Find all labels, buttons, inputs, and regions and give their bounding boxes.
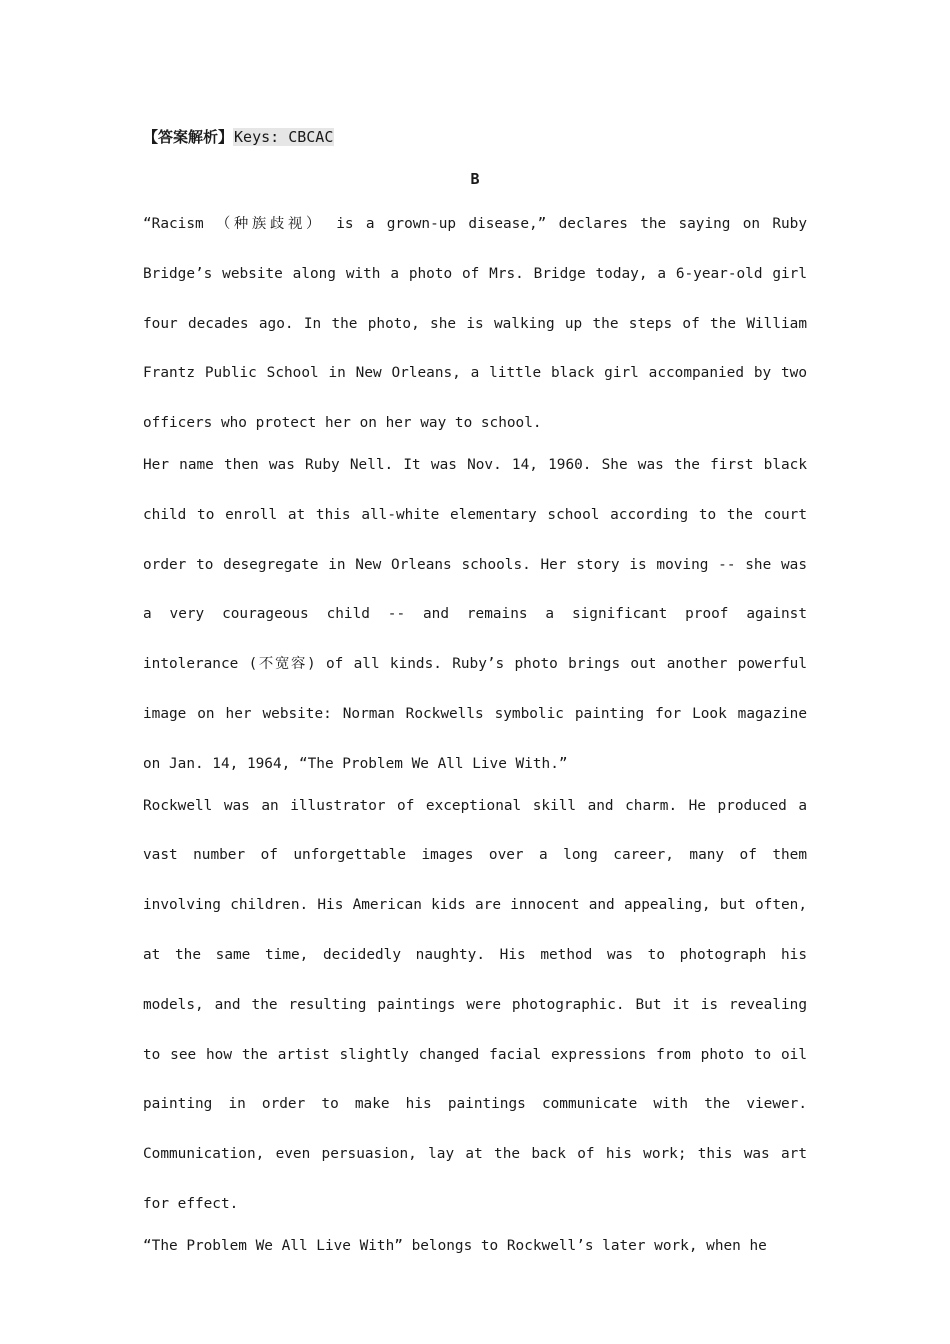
paragraph-1: “Racism （种族歧视） is a grown-up disease,” declares the saying on Ruby Bridge’s website along with a photo of Mrs. Bridge today, a 6-year-old girl four decades ago. In the photo, she is walking up the steps of the William Frantz Public School in New Orleans, a little black girl accompanied by two officers who protect her on her way to school. [143,216,807,432]
paragraph-2: Her name then was Ruby Nell. It was Nov. 14, 1960. She was the first black child to enroll at this all-white elementary school according to the court order to desegregate in New Orleans schools. Her story is moving -- she was a very courageous child -- and remains a significant proof against intolerance (不宽容) of all kinds. Ruby’s photo brings out another powerful image on her website: Norman Rockwells symbolic painting for Look magazine on Jan. 14, 1964, “The Problem We All Live With.” [143,456,807,772]
paragraph-4: “The Problem We All Live With” belongs to Rockwell’s later work, when he [143,1237,767,1254]
answer-header [143,126,334,148]
answer-analysis-label: 【答案解析】 [143,128,234,146]
answer-keys: Keys: CBCAC [234,128,334,146]
paragraph-3: Rockwell was an illustrator of exceptional skill and charm. He produced a vast number of unforgettable images over a long career, many of them involving children. His American kids are innocent and appealing, but often, at the same time, decidedly naughty. His method was to photograph his models, and the resulting paintings were photographic. But it is revealing to see how the artist slightly changed facial expressions from photo to oil painting in order to make his paintings communicate with the viewer. Communication, even persuasion, lay at the back of his work; this was art for effect. [143,797,807,1212]
passage-body [143,200,807,1272]
section-heading: B [470,170,480,188]
